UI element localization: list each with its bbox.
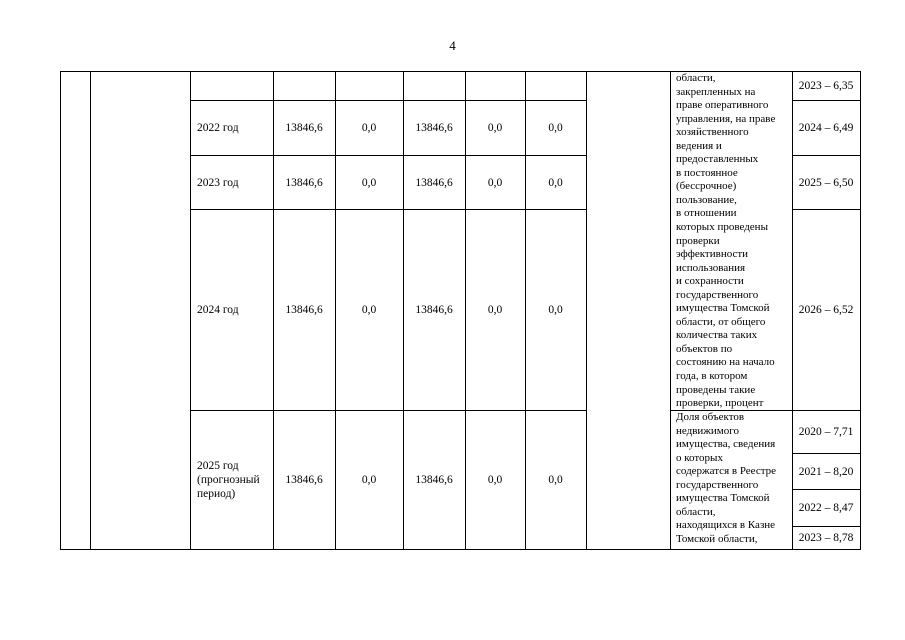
column-divider — [586, 71, 587, 550]
table-row-year: 2025 год (прогнозный период) — [197, 460, 260, 500]
indicator-value: 2026 – 6,52 — [798, 304, 854, 316]
table-cell: 13846,6 — [285, 122, 323, 134]
indicator-value: 2025 – 6,50 — [798, 176, 854, 189]
table-row-year: 2024 год — [197, 304, 239, 316]
table-cell: 13846,6 — [285, 304, 323, 316]
table-cell: 0,0 — [548, 304, 563, 316]
table-cell: 0,0 — [361, 304, 377, 316]
indicator-value: 2020 – 7,71 — [798, 426, 854, 438]
table-cell: 13846,6 — [285, 176, 323, 189]
table-cell: 0,0 — [487, 304, 503, 316]
table-border-bottom — [60, 549, 861, 550]
column-divider — [90, 71, 91, 550]
table-cell: 0,0 — [487, 122, 503, 134]
table-cell: 0,0 — [487, 474, 503, 486]
indicator-description: области, закрепленных на праве оперативного управления, на праве хозяйственного ведения и предоставленных в постоянное (бессрочное) пользование, в отношении которых проведены проверки эффективности использования и сохранности государственного имущества Томской области, от общего количества таких объектов по состоянию на начало года, в котором проведены такие проверки, процент — [676, 72, 776, 410]
table-border-left — [60, 71, 61, 550]
table-cell: 0,0 — [361, 122, 377, 134]
table-cell: 13846,6 — [415, 122, 453, 134]
indicator-value: 2023 – 8,78 — [798, 532, 854, 544]
indicator-description: Доля объектов недвижимого имущества, сведения о которых содержатся в Реестре государственного имущества Томской области, находящихся в Казне Томской области, — [676, 411, 777, 545]
table-cell: 13846,6 — [415, 304, 453, 316]
column-divider — [670, 71, 671, 550]
table-row-year: 2023 год — [197, 176, 239, 189]
table-cell: 0,0 — [361, 474, 377, 486]
table-cell: 0,0 — [548, 474, 563, 486]
table-cell: 13846,6 — [415, 474, 453, 486]
indicator-value: 2021 – 8,20 — [798, 465, 854, 478]
table-row-year: 2022 год — [197, 122, 239, 134]
table-cell: 0,0 — [487, 176, 503, 189]
indicator-value: 2023 – 6,35 — [798, 80, 854, 92]
table-cell: 0,0 — [548, 176, 563, 189]
page-number: 4 — [449, 38, 456, 53]
table-cell: 13846,6 — [285, 474, 323, 486]
table-cell: 0,0 — [361, 176, 377, 189]
indicator-value: 2024 – 6,49 — [798, 122, 854, 134]
table-cell: 13846,6 — [415, 176, 453, 189]
indicator-value: 2022 – 8,47 — [798, 502, 854, 514]
table-border-right — [860, 71, 861, 550]
table-cell: 0,0 — [548, 122, 563, 134]
